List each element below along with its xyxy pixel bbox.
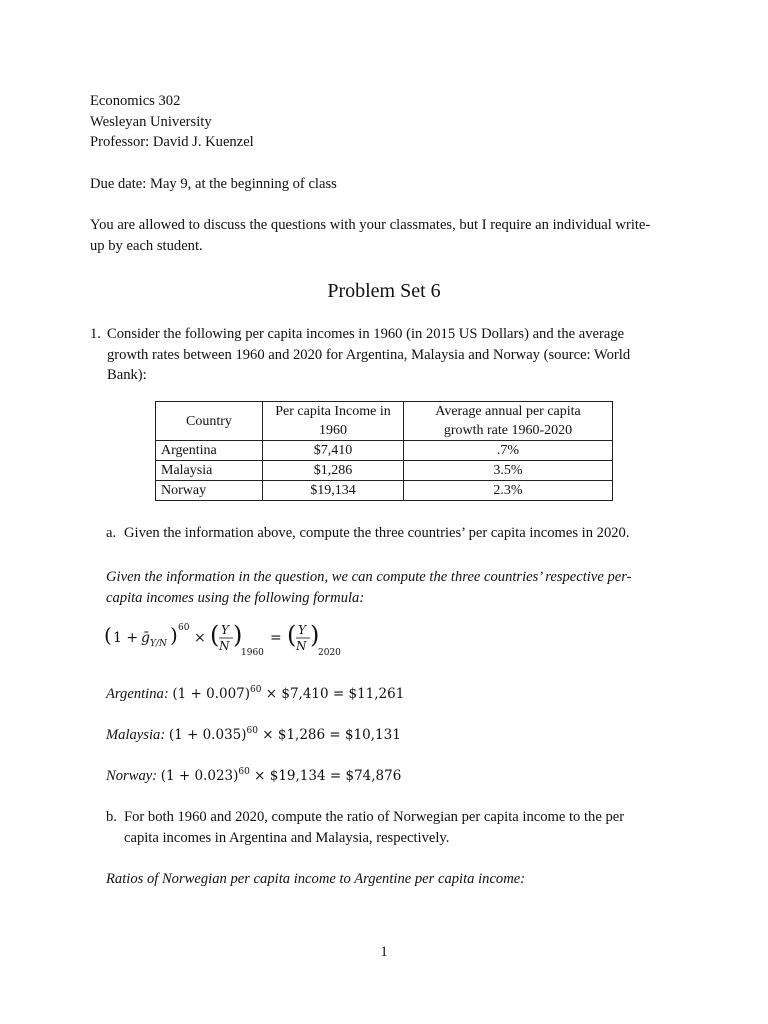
course-name: Economics 302 [90,93,181,109]
svg-text:60: 60 [178,623,190,633]
calc-result: × $19,134 = $74,876 [249,767,402,784]
calc-base: (1 + 0.035) [168,726,247,743]
cell-income: $1,286 [263,461,404,481]
course-header [90,91,678,153]
svg-text:(: ( [287,621,297,649]
cell-country: Argentina [156,441,263,461]
university-name: Wesleyan University [90,113,212,130]
instructions [90,215,678,256]
part-b-line-2: capita incomes in Argentina and Malaysia, respectively. [124,829,450,846]
svg-text:Y: Y [221,623,229,637]
part-b-answer: Ratios of Norwegian per capita income to Argentine per capita income: [106,871,526,887]
calc-base: (1 + 0.007) [172,685,251,702]
cell-growth: 2.3% [404,481,613,501]
calc-argentina [106,680,678,704]
growth-formula [104,618,364,662]
due-date: Due date: May 9, at the beginning of class [90,176,337,192]
page-number: 1 [380,944,388,960]
professor-name: Professor: David J. Kuenzel [90,134,254,150]
table-row [156,481,613,501]
svg-text:×: × [194,630,206,646]
svg-text:Y/N: Y/N [150,639,167,649]
part-a-question: Given the information above, compute the three countries’ per capita incomes in 2020. [124,525,630,541]
table-row [156,461,613,481]
part-a-answer-line-2: capita incomes using the following formula: [106,589,365,606]
header-income: Per capita Income in 1960 [263,402,404,441]
svg-text:2020: 2020 [318,648,341,658]
svg-text:ḡ: ḡ [141,630,150,646]
svg-text:): ) [233,621,243,649]
calc-exponent: 60 [246,726,258,736]
calc-exponent: 60 [250,685,262,695]
calc-base: (1 + 0.023) [160,767,239,784]
cell-country: Malaysia [156,461,263,481]
svg-text:1960: 1960 [241,648,264,658]
svg-text:N: N [296,639,307,653]
table-header-row [156,402,613,441]
calc-exponent: 60 [238,767,250,777]
table-row [156,441,613,461]
calc-label: Norway: [106,767,158,784]
instructions-line-2: up by each student. [90,237,203,254]
part-b-question [124,807,678,848]
part-a-label: a. [106,525,117,541]
cell-growth: .7% [404,441,613,461]
header-growth: Average annual per capita growth rate 1960-2020 [404,402,613,441]
part-b-label: b. [106,809,117,825]
calc-label: Malaysia: [106,726,166,743]
svg-text:(: ( [104,623,112,647]
part-a-answer-line-1: Given the information in the question, we can compute the three countries’ respective per- [106,569,632,585]
calc-malaysia [106,721,678,745]
svg-text:): ) [310,621,320,649]
income-table [155,401,613,501]
cell-country: Norway [156,481,263,501]
calc-result: × $1,286 = $10,131 [257,726,401,743]
svg-text:Y: Y [298,623,306,637]
page-title: Problem Set 6 [327,280,441,302]
instructions-line-1: You are allowed to discuss the questions with your classmates, but I require an individual write- [90,217,651,233]
cell-income: $7,410 [263,441,404,461]
header-country: Country [156,402,263,441]
part-a-answer [106,567,678,608]
part-b-line-1: For both 1960 and 2020, compute the ratio of Norwegian per capita income to the per [124,809,625,825]
svg-text:=: = [270,630,282,646]
svg-text:N: N [219,639,230,653]
svg-text:): ) [170,623,178,647]
calc-norway [106,762,678,786]
cell-growth: 3.5% [404,461,613,481]
svg-text:1 +: 1 + [113,630,139,646]
question-1-number: 1. [90,326,101,342]
question-1-line-3: Bank): [107,367,147,383]
question-1-line-2: growth rates between 1960 and 2020 for Argentina, Malaysia and Norway (source: World [107,346,631,363]
calc-label: Argentina: [106,685,169,702]
cell-income: $19,134 [263,481,404,501]
calc-result: × $7,410 = $11,261 [261,685,405,702]
question-1-line-1: Consider the following per capita incomes in 1960 (in 2015 US Dollars) and the average [107,326,625,342]
question-1-text [107,324,678,386]
svg-text:(: ( [210,621,220,649]
